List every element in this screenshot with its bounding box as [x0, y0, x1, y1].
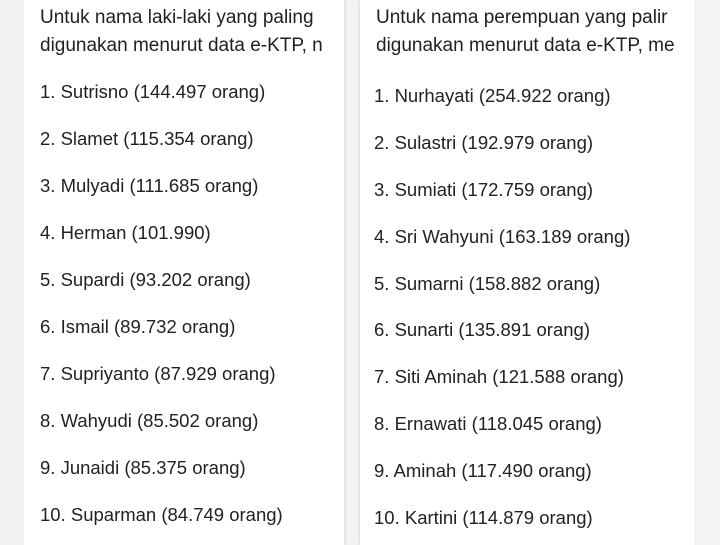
female-heading-line-1: Untuk nama perempuan yang palir [376, 7, 668, 28]
female-names-heading [376, 4, 675, 60]
male-heading-line-2: digunakan menurut data e-KTP, n [40, 35, 323, 56]
female-name-item: 4. Sri Wahyuni (163.189 orang) [374, 225, 631, 247]
male-names-panel [24, 0, 344, 545]
male-name-item: 5. Supardi (93.202 orang) [40, 269, 251, 290]
female-name-item: 6. Sunarti (135.891 orang) [374, 319, 590, 341]
female-name-item: 10. Kartini (114.879 orang) [374, 507, 593, 529]
male-names-list [40, 80, 283, 545]
female-name-item: 5. Sumarni (158.882 orang) [374, 272, 601, 294]
female-name-item: 7. Siti Aminah (121.588 orang) [374, 366, 624, 388]
male-name-item: 2. Slamet (115.354 orang) [40, 128, 254, 149]
male-name-item: 3. Mulyadi (111.685 orang) [40, 175, 259, 196]
female-heading-line-2: digunakan menurut data e-KTP, me [376, 35, 675, 56]
female-name-item: 1. Nurhayati (254.922 orang) [374, 85, 611, 106]
male-heading-line-1: Untuk nama laki-laki yang paling [40, 7, 314, 28]
male-name-item: 1. Sutrisno (144.497 orang) [40, 81, 266, 102]
male-name-item: 4. Herman (101.990) [40, 222, 211, 243]
male-name-item: 9. Junaidi (85.375 orang) [40, 457, 246, 478]
female-names-list [374, 84, 630, 545]
male-name-item: 10. Suparman (84.749 orang) [40, 504, 283, 525]
male-name-item: 8. Wahyudi (85.502 orang) [40, 410, 259, 431]
male-name-item: 7. Supriyanto (87.929 orang) [40, 363, 276, 384]
female-names-panel [360, 0, 694, 545]
female-name-item: 3. Sumiati (172.759 orang) [374, 178, 594, 200]
male-name-item: 6. Ismail (89.732 orang) [40, 316, 236, 337]
female-name-item: 2. Sulastri (192.979 orang) [374, 131, 594, 153]
male-names-heading [40, 4, 323, 60]
female-name-item: 9. Aminah (117.490 orang) [374, 460, 592, 482]
background-edge [694, 0, 720, 545]
female-name-item: 8. Ernawati (118.045 orang) [374, 413, 602, 435]
